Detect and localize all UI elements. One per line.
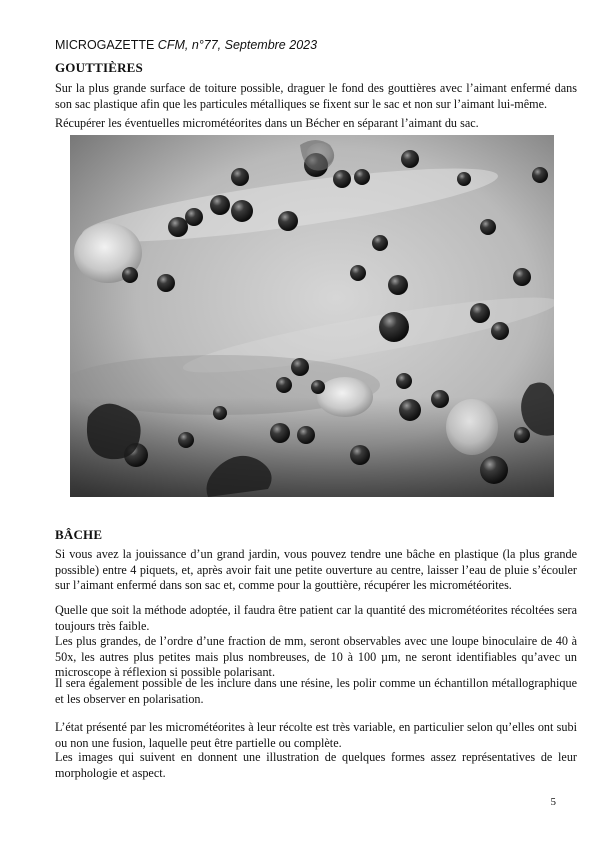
paragraph: Quelle que soit la méthode adoptée, il faudra être patient car la quantité des micrométéorites récoltées sera toujours très faible. [55,603,577,633]
paragraph: Si vous avez la jouissance d’un grand jardin, vous pouvez tendre une bâche en plastique (la plus grande possible) entre 4 piquets, et, après avoir fait une petite ouverture au centre, laisser l’eau de pluie s’écouler sur l’aimant enfermé dans son sac et, comme pour la gouttière, récupérer les micrométéorites. [55,547,577,592]
section-title-gouttieres: GOUTTIÈRES [55,60,143,75]
paragraph: Les images qui suivent en donnent une illustration de quelques formes assez représentatives de leur morphologie et aspect. [55,750,577,780]
issue-info: CFM, n°77, Septembre 2023 [157,38,318,52]
paragraph: Les plus grandes, de l’ordre d’une fraction de mm, seront observables avec une loupe binoculaire de 40 à 50x, les autres plus petites mais plus nombreuses, de 10 à 100 µm, ne seront identifiables qu’avec un microscope à réflexion si possible polarisant. [55,634,577,679]
paragraph: Sur la plus grande surface de toiture possible, draguer le fond des gouttières avec l’aimant enfermé dans son sac plastique afin que les particules métalliques se fixent sur le sac et non sur l’aimant lui-même. [55,81,577,111]
running-header [55,38,317,52]
magazine-name: MICROGAZETTE [55,38,155,52]
paragraph: Il sera également possible de les inclure dans une résine, les polir comme un échantillon métallographique et les observer en polarisation. [55,676,577,706]
page-number: 5 [550,796,556,808]
micrometeorites-photo [70,135,554,497]
section-title-bache: BÂCHE [55,527,103,542]
paragraph: L’état présenté par les micrométéorites à leur récolte est très variable, en particulier selon qu’elles ont subi ou non une fusion, laquelle peut être partielle ou complète. [55,720,577,750]
paragraph: Récupérer les éventuelles micrométéorites dans un Bécher en séparant l’aimant du sac. [55,116,479,130]
